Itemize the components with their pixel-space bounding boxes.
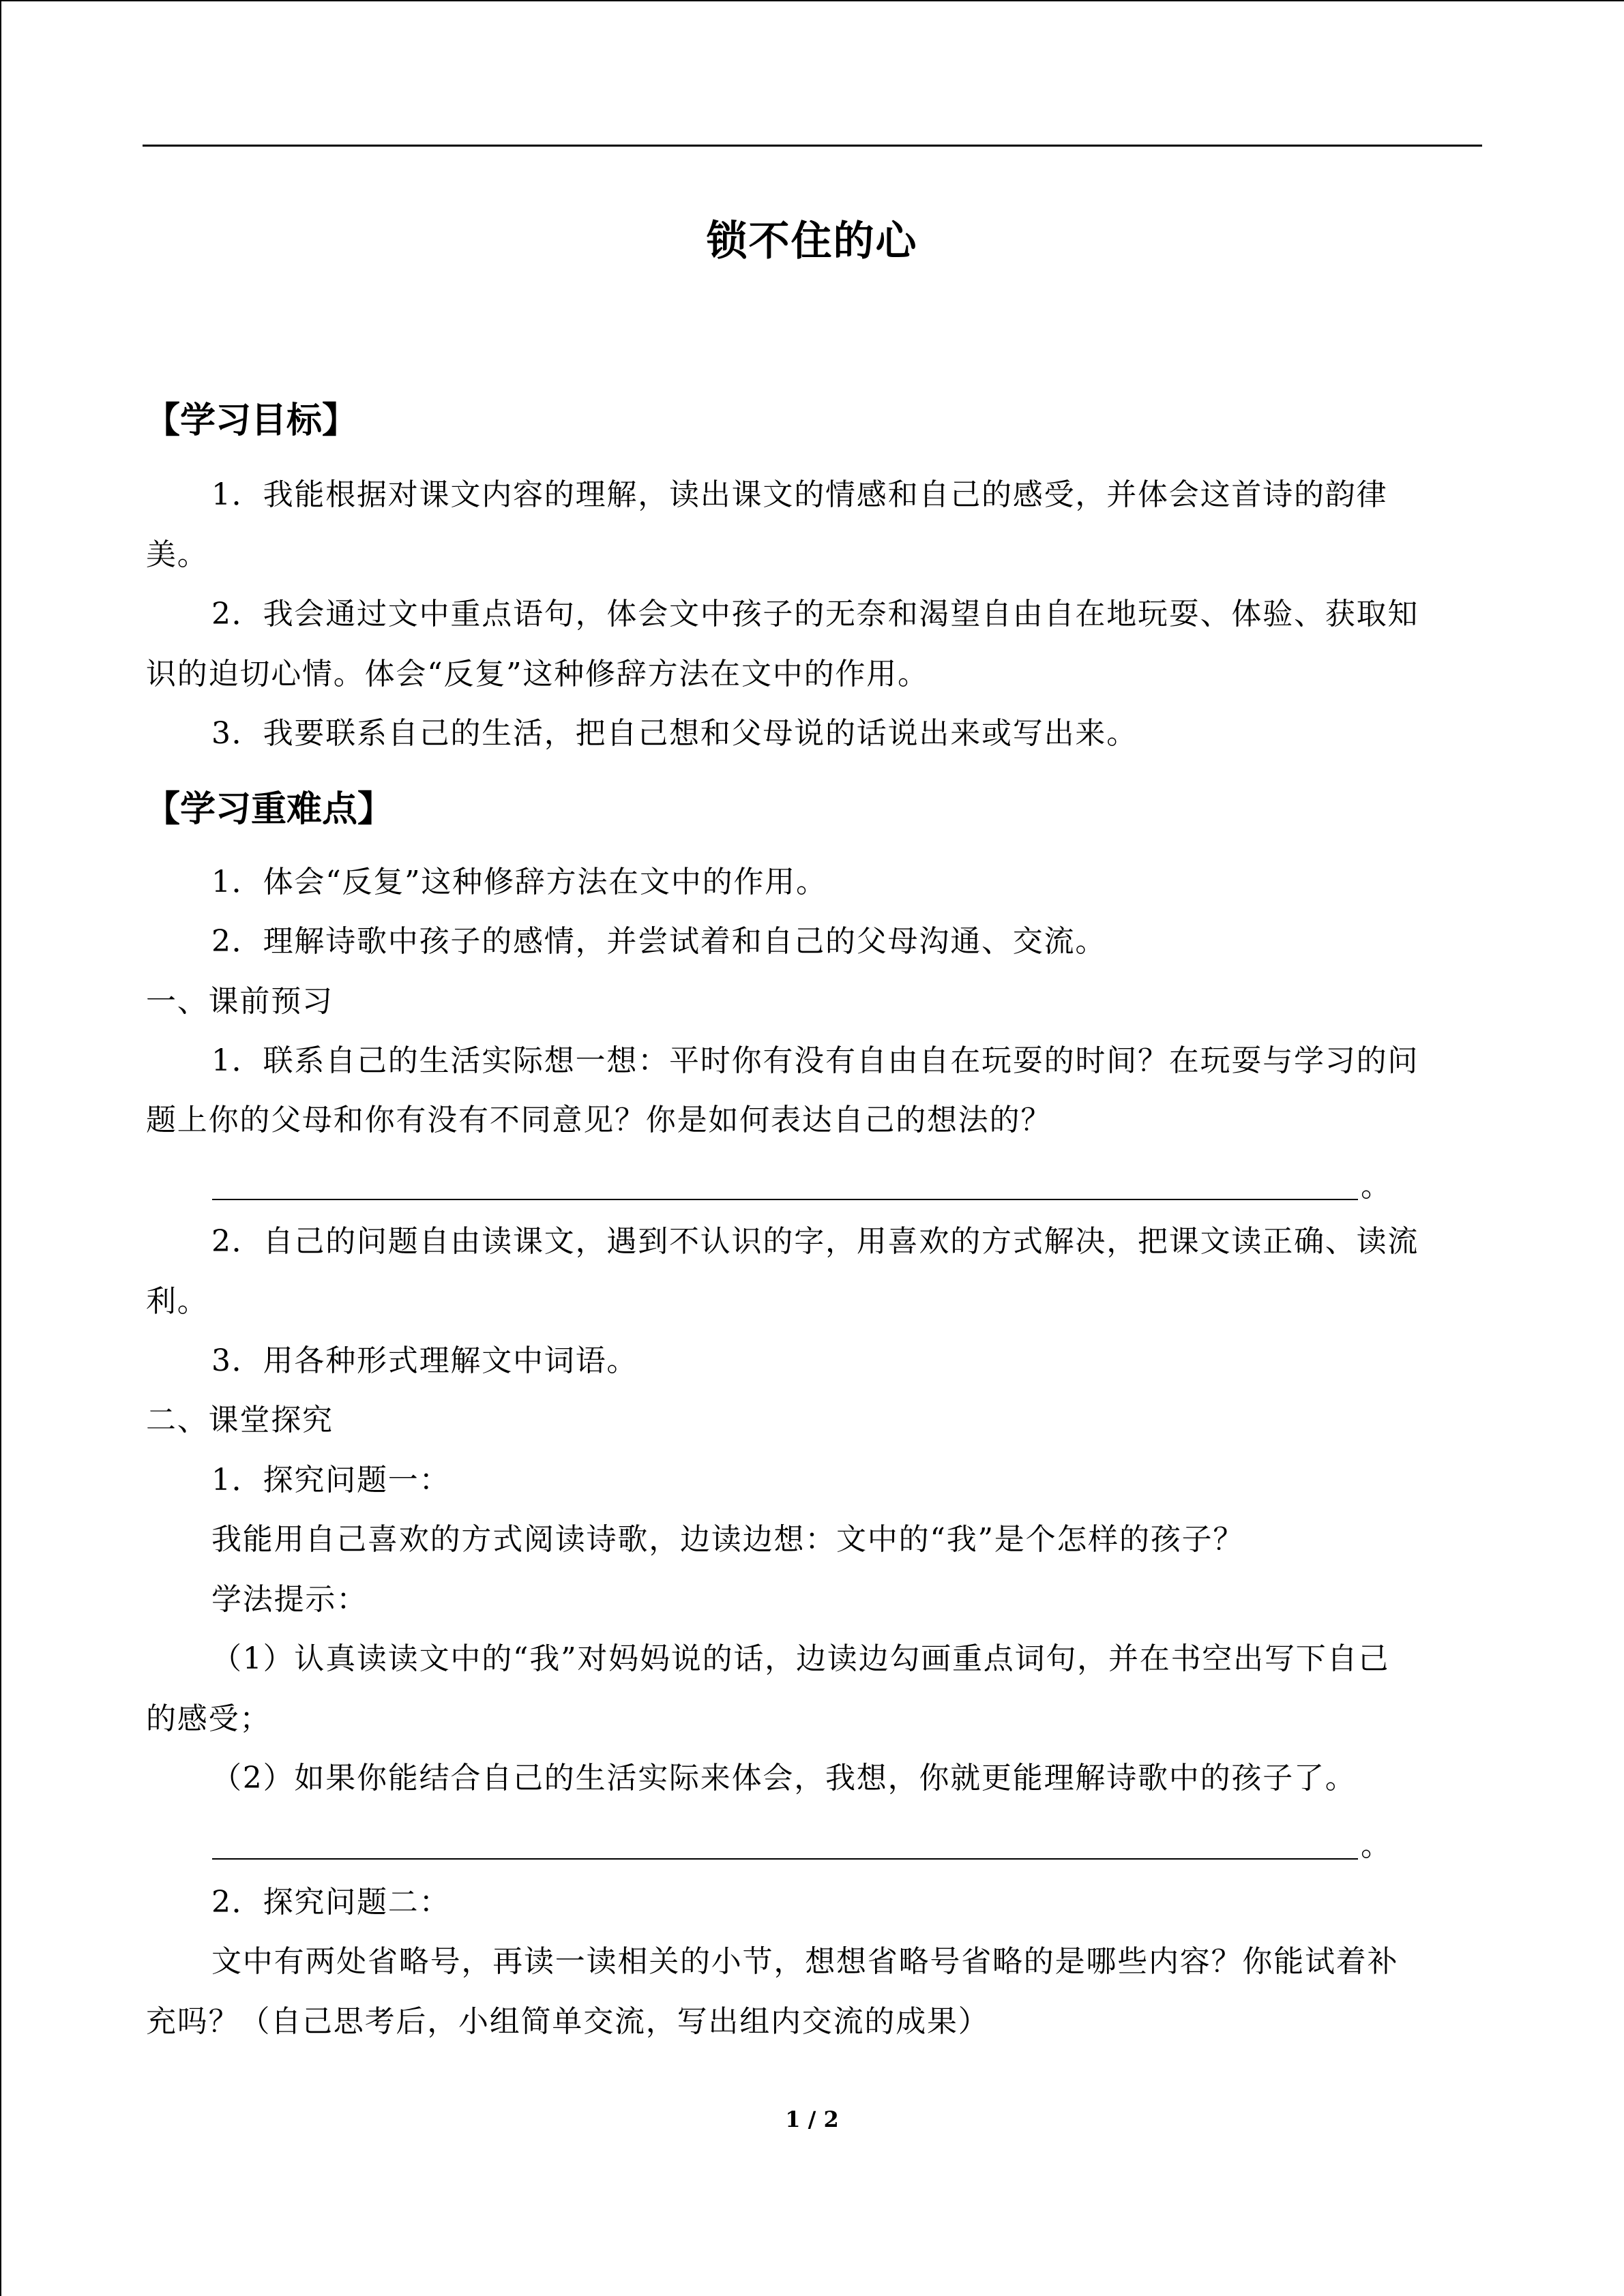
section-heading-explore: 二、课堂探究: [146, 1403, 334, 1437]
answer-blank-1-end: 。: [1361, 1169, 1391, 1204]
explore-q2-label: 2．探究问题二：: [211, 1885, 451, 1920]
goal-1-line-2: 美。: [146, 537, 209, 572]
section-heading-preview: 一、课前预习: [146, 984, 334, 1019]
section-heading-key-points: 【学习重难点】: [145, 789, 394, 830]
goal-2-line-2: 识的迫切心情。体会“反复”这种修辞方法在文中的作用。: [146, 657, 929, 691]
key-point-2: 2．理解诗歌中孩子的感情，并尝试着和自己的父母沟通、交流。: [211, 924, 1107, 959]
header-rule: [143, 145, 1482, 147]
explore-q1-text: 我能用自己喜欢的方式阅读诗歌，边读边想：文中的“我”是个怎样的孩子？: [211, 1522, 1245, 1557]
goal-1-line-1: 1．我能根据对课文内容的理解，读出课文的情感和自己的感受，并体会这首诗的韵律: [211, 477, 1388, 512]
section-heading-goals: 【学习目标】: [145, 400, 358, 441]
page-title: 锁不住的心: [706, 218, 918, 265]
explore-tips-label: 学法提示：: [211, 1582, 368, 1617]
preview-1-line-1: 1．联系自己的生活实际想一想：平时你有没有自由自在玩耍的时间？在玩耍与学习的问: [211, 1043, 1419, 1078]
key-point-1: 1．体会“反复”这种修辞方法在文中的作用。: [211, 865, 827, 899]
goal-3: 3．我要联系自己的生活，把自己想和父母说的话说出来或写出来。: [211, 716, 1138, 751]
explore-q1-label: 1．探究问题一：: [211, 1463, 451, 1497]
preview-1-line-2: 题上你的父母和你有没有不同意见？你是如何表达自己的想法的？: [146, 1103, 1052, 1137]
explore-q2-line-1: 文中有两处省略号，再读一读相关的小节，想想省略号省略的是哪些内容？你能试着补: [211, 1944, 1399, 1979]
preview-2-line-1: 2．自己的问题自由读课文，遇到不认识的字，用喜欢的方式解决，把课文读正确、读流: [211, 1224, 1419, 1259]
page-number: 1 / 2: [785, 2106, 839, 2132]
explore-tip-2: （2）如果你能结合自己的生活实际来体会，我想，你就更能理解诗歌中的孩子了。: [211, 1761, 1357, 1795]
preview-2-line-2: 利。: [146, 1284, 209, 1319]
preview-3: 3．用各种形式理解文中词语。: [211, 1343, 638, 1378]
answer-blank-1[interactable]: [212, 1199, 1358, 1200]
explore-tip-1-line-2: 的感受；: [146, 1701, 271, 1736]
explore-q2-line-2: 充吗？（自己思考后，小组简单交流，写出组内交流的成果）: [146, 2004, 990, 2039]
answer-blank-2-end: 。: [1361, 1828, 1391, 1863]
explore-tip-1-line-1: （1）认真读读文中的“我”对妈妈说的话，边读边勾画重点词句，并在书空出写下自己: [211, 1641, 1390, 1676]
answer-blank-2[interactable]: [212, 1858, 1358, 1860]
goal-2-line-1: 2．我会通过文中重点语句，体会文中孩子的无奈和渴望自由自在地玩耍、体验、获取知: [211, 597, 1419, 631]
